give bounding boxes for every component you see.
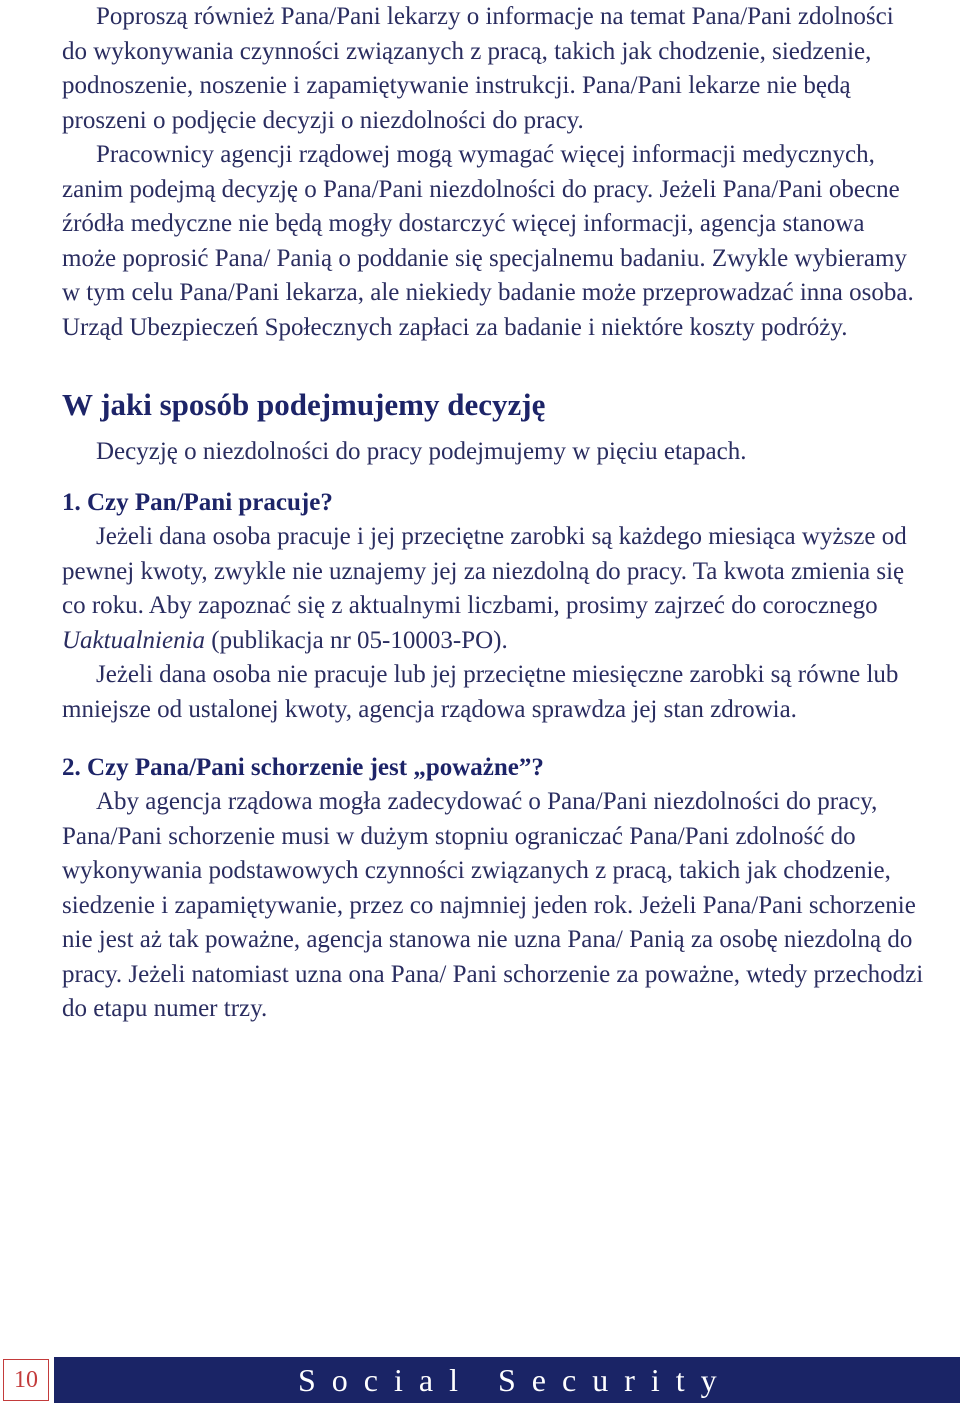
footer-brand: Social Security — [298, 1362, 733, 1398]
page-footer — [0, 1357, 960, 1403]
step-1-paragraph-1-text-a: Jeżeli dana osoba pracuje i jej przeciętne zarobki są każdego miesiąca wyższe od pewnej kwoty, zwykle nie uznajemy jej za niezdolną do pracy. Ta kwota zmienia się co roku. Aby zapoznać się z aktualnymi liczbami, prosimy zajrzeć do corocznego — [62, 523, 907, 619]
paragraph-doctors-info: Poproszą również Pana/Pani lekarzy o informacje na temat Pana/Pani zdolności do wykonywania czynności związanych z pracą, takich jak chodzenie, siedzenie, podnoszenie, noszenie i zapamiętywanie instrukcji. Pana/Pani lekarze nie będą proszeni o podjęcie decyzji o niezdolności do pracy. — [62, 3, 894, 134]
section-intro: Decyzję o niezdolności do pracy podejmujemy w pięciu etapach. — [96, 438, 747, 465]
step-1-heading: 1. Czy Pan/Pani pracuje? — [62, 489, 333, 516]
publication-title: Uaktualnienia — [62, 626, 206, 654]
step-2-paragraph: Aby agencja rządowa mogła zadecydować o Pana/Pani niezdolności do pracy, Pana/Pani schorzenie musi w dużym stopniu ograniczać Pana/Pani zdolność do wykonywania podstawowych czynności związanych z pracą, takich jak chodzenie, siedzenie i zapamiętywanie, przez co najmniej jeden rok. Jeżeli Pana/Pani schorzenie nie jest aż tak poważne, agencja stanowa nie uzna Pana/ Panią za osobę niezdolną do pracy. Jeżeli natomiast uzna ona Pana/ Pani schorzenie za poważne, wtedy przechodzi do etapu numer trzy. — [62, 788, 924, 1022]
section-heading: W jaki sposób podejmujemy decyzję — [62, 387, 546, 422]
step-1-paragraph-1 — [62, 520, 924, 658]
page-number: 10 — [3, 1359, 49, 1401]
step-1-paragraph-1-text-b: (publikacja nr 05-10003-PO). — [205, 626, 508, 654]
paragraph-agency-medical-info: Pracownicy agencji rządowej mogą wymagać więcej informacji medycznych, zanim podejmą decyzję o Pana/Pani niezdolności do pracy. Jeżeli Pana/Pani obecne źródła medyczne nie będą mogły dostarczyć więcej informacji, agencja stanowa może poprosić Pana/ Panią o poddanie się specjalnemu badaniu. Zwykle wybieramy w tym celu Pana/Pani lekarza, ale niekiedy badanie może przeprowadzać inna osoba. Urząd Ubezpieczeń Społecznych zapłaci za badanie i niektóre koszty podróży. — [62, 141, 914, 341]
document-body — [62, 0, 924, 1027]
step-2-heading: 2. Czy Pana/Pani schorzenie jest „poważne”? — [62, 754, 544, 781]
footer-bar — [54, 1357, 960, 1403]
step-1-paragraph-2: Jeżeli dana osoba nie pracuje lub jej przeciętne miesięczne zarobki są równe lub mniejsze od ustalonej kwoty, agencja rządowa sprawdza jej stan zdrowia. — [62, 661, 899, 723]
